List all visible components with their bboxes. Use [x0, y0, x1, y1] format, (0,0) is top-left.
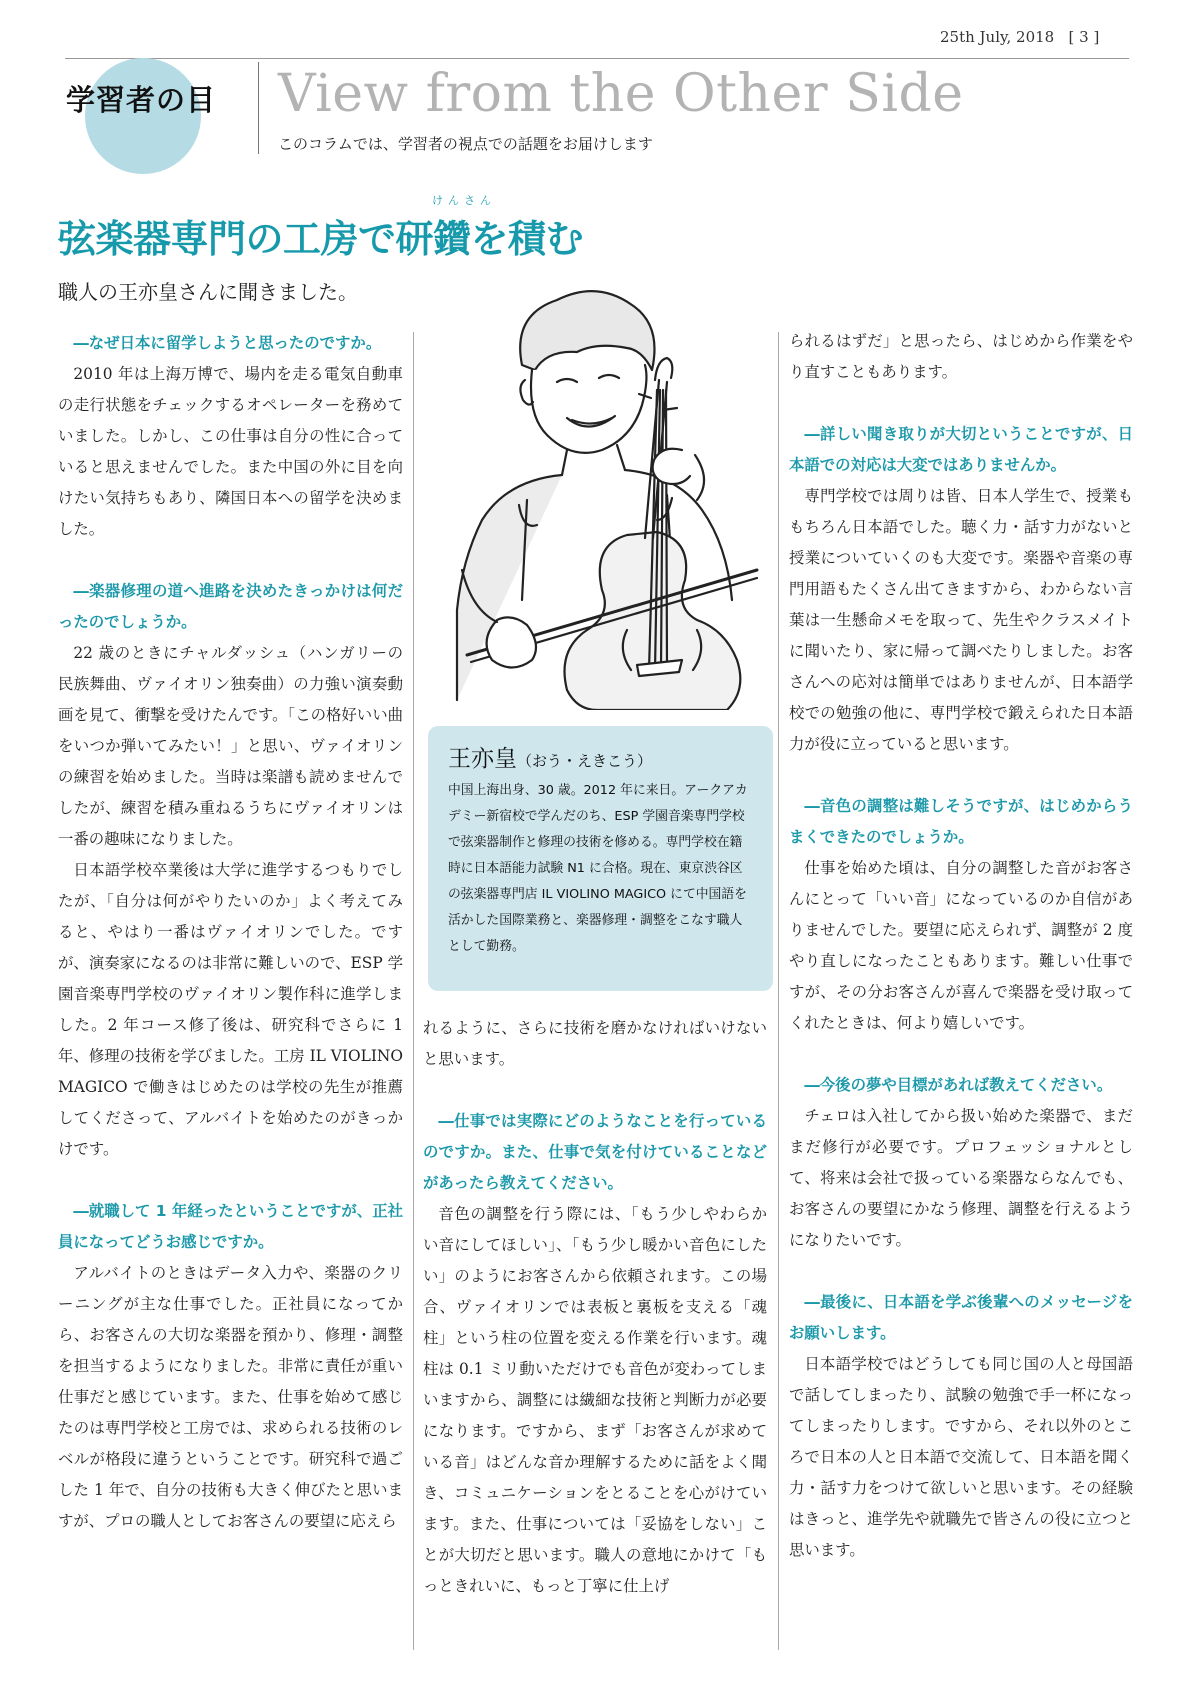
answer-4: 音色の調整を行う際には、「もう少しやわらかい音にしてほしい」、「もう少し暖かい音色にしたい」のようにお客さんから依頼されます。この場合、ヴァイオリンでは表板と裏板を支える「魂柱」という柱の位置を変える作業を行います。魂柱は 0.1 ミリ動いただけでも音色が変わってしまいますから、調整には繊細な技術と判断力が必要になります。ですから、まず「お客さんが求めている音」はどんな音か理解するために話をよく聞き、コミュニケーションをとることを心がけています。また、仕事については「妥協をしない」ことが大切だと思います。職人の意地にかけて「もっときれいに、もっと丁寧に仕上げ — [423, 1205, 767, 1595]
column-3-continuation: られるはずだ」と思ったら、はじめから作業をやり直すこともあります。 — [789, 332, 1133, 381]
answer-5: 専門学校では周りは皆、日本人学生で、授業ももちろん日本語でした。聴く力・話す力がないと授業についていくのも大変です。楽器や音楽の専門用語もたくさん出てきますから、わからない言葉は一生懸命メモを取って、先生やクラスメイトに聞いたり、家に帰って調べたりしました。お客さんへの応対は簡単ではありませんが、日本語学校での勉強の他に、専門学校で鍛えられた日本語力が役に立っていると思います。 — [789, 487, 1133, 753]
answer-1: 2010 年は上海万博で、場内を走る電気自動車の走行状態をチェックするオペレーターを務めていました。しかし、この仕事は自分の性に合っていると思えませんでした。また中国の外に目を向けたい気持ちもあり、隣国日本への留学を決めました。 — [58, 365, 403, 538]
subheadline: 職人の王亦皇さんに聞きました。 — [58, 280, 358, 304]
question-6: ―音色の調整は難しそうですが、はじめからうまくできたのでしょうか。 — [789, 797, 1133, 846]
date-text: 25th July, 2018 — [940, 28, 1055, 46]
issue-date — [940, 28, 1099, 46]
answer-3: アルバイトのときはデータ入力や、楽器のクリーニングが主な仕事でした。正社員になってから、お客さんの大切な楽器を預かり、修理・調整を担当するようになりました。非常に責任が重い仕事だと感じています。また、仕事を始めて感じたのは専門学校と工房では、求められる技術のレベルが格段に違うということです。研究科で過ごした 1 年で、自分の技術も大きく伸びたと思いますが、プロの職人としてお客さんの要望に応えら — [58, 1264, 403, 1530]
answer-2-para-1: 22 歳のときにチャルダッシュ（ハンガリーの民族舞曲、ヴァイオリン独奏曲）の力強い演奏動画を見て、衝撃を受けたんです。「この格好いい曲をいつか弾いてみたい！」と思い、ヴァイオリンの練習を始めました。当時は楽譜も読めませんでしたが、練習を積み重ねるうちにヴァイオリンは一番の趣味になりました。 — [58, 644, 403, 848]
column-divider-1 — [413, 332, 414, 1650]
answer-6: 仕事を始めた頃は、自分の調整した音がお客さんにとって「いい音」になっているのか自信がありませんでした。要望に応えられず、調整が 2 度やり直しになったこともあります。難しい仕事ですが、その分お客さんが喜んで楽器を受け取ってくれたときは、何より嬉しいです。 — [789, 859, 1133, 1032]
profile-reading: （おう・えきこう） — [517, 752, 653, 770]
column-1 — [58, 328, 403, 1537]
question-2: ―楽器修理の道へ進路を決めたきっかけは何だったのでしょうか。 — [58, 582, 403, 631]
column-divider-2 — [778, 332, 779, 1650]
profile-name-line — [448, 740, 652, 773]
profile-bio: 中国上海出身、30 歳。2012 年に来日。アークアカデミー新宿校で学んだのち、ESP 学園音楽専門学校で弦楽器制作と修理の技術を修める。専門学校在籍時に日本語能力試験 N1 に合格。現在、東京渋谷区の弦楽器専門店 IL VIOLINO MAGICO にて中国語を活かした国際業務と、楽器修理・調整をこなす職人として勤務。 — [448, 783, 748, 954]
question-1: ―なぜ日本に留学しようと思ったのですか。 — [73, 334, 382, 352]
answer-8: 日本語学校ではどうしても同じ国の人と母国語で話してしまったり、試験の勉強で手一杯になってしまったりします。ですから、それ以外のところで日本の人と日本語で交流して、日本語を聞く力・話す力をつけて欲しいと思います。その経験はきっと、進学先や就職先で皆さんの役に立つと思います。 — [789, 1355, 1133, 1559]
column-label: 学習者の目 — [66, 83, 217, 117]
question-7: ―今後の夢や目標があれば教えてください。 — [804, 1076, 1113, 1094]
page-number: [ 3 ] — [1068, 28, 1100, 46]
column-3 — [789, 326, 1133, 1566]
header-divider — [258, 62, 259, 154]
question-8: ―最後に、日本語を学ぶ後輩へのメッセージをお願いします。 — [789, 1293, 1133, 1342]
profile-box — [428, 726, 773, 991]
headline: 弦楽器専門の工房で研鑽を積む — [58, 217, 584, 261]
column-subtitle: このコラムでは、学習者の視点での話題をお届けします — [278, 135, 653, 153]
question-3: ―就職して 1 年経ったということですが、正社員になってどうお感じですか。 — [58, 1202, 403, 1251]
column-2-continuation: れるように、さらに技術を磨かなければいけないと思います。 — [423, 1019, 767, 1068]
top-rule — [65, 58, 1129, 59]
question-5: ―詳しい聞き取りが大切ということですが、日本語での対応は大変ではありませんか。 — [789, 425, 1133, 474]
profile-name: 王亦皇 — [448, 746, 517, 772]
answer-2-para-2: 日本語学校卒業後は大学に進学するつもりでしたが、「自分は何がやりたいのか」よく考えてみると、やはり一番はヴァイオリンでした。ですが、演奏家になるのは非常に難しいので、ESP 学園音楽専門学校のヴァイオリン製作科に進学しました。2 年コース修了後は、研究科でさらに 1 年、修理の技術を学びました。工房 IL VIOLINO MAGICO で働きはじめたのは学校の先生が推薦してくださって、アルバイトを始めたのがきっかけです。 — [58, 861, 403, 1158]
question-4: ―仕事では実際にどのようなことを行っているのですか。また、仕事で気を付けていることなどがあったら教えてください。 — [423, 1112, 767, 1192]
cellist-illustration — [427, 270, 777, 710]
headline-ruby: けんさん — [432, 194, 496, 207]
answer-7: チェロは入社してから扱い始めた楽器で、まだまだ修行が必要です。プロフェッショナルとして、将来は会社で扱っている楽器ならなんでも、お客さんの要望にかなう修理、調整を行えるようになりたいです。 — [789, 1107, 1133, 1249]
column-2 — [423, 1013, 767, 1602]
column-title: View from the Other Side — [278, 64, 964, 124]
